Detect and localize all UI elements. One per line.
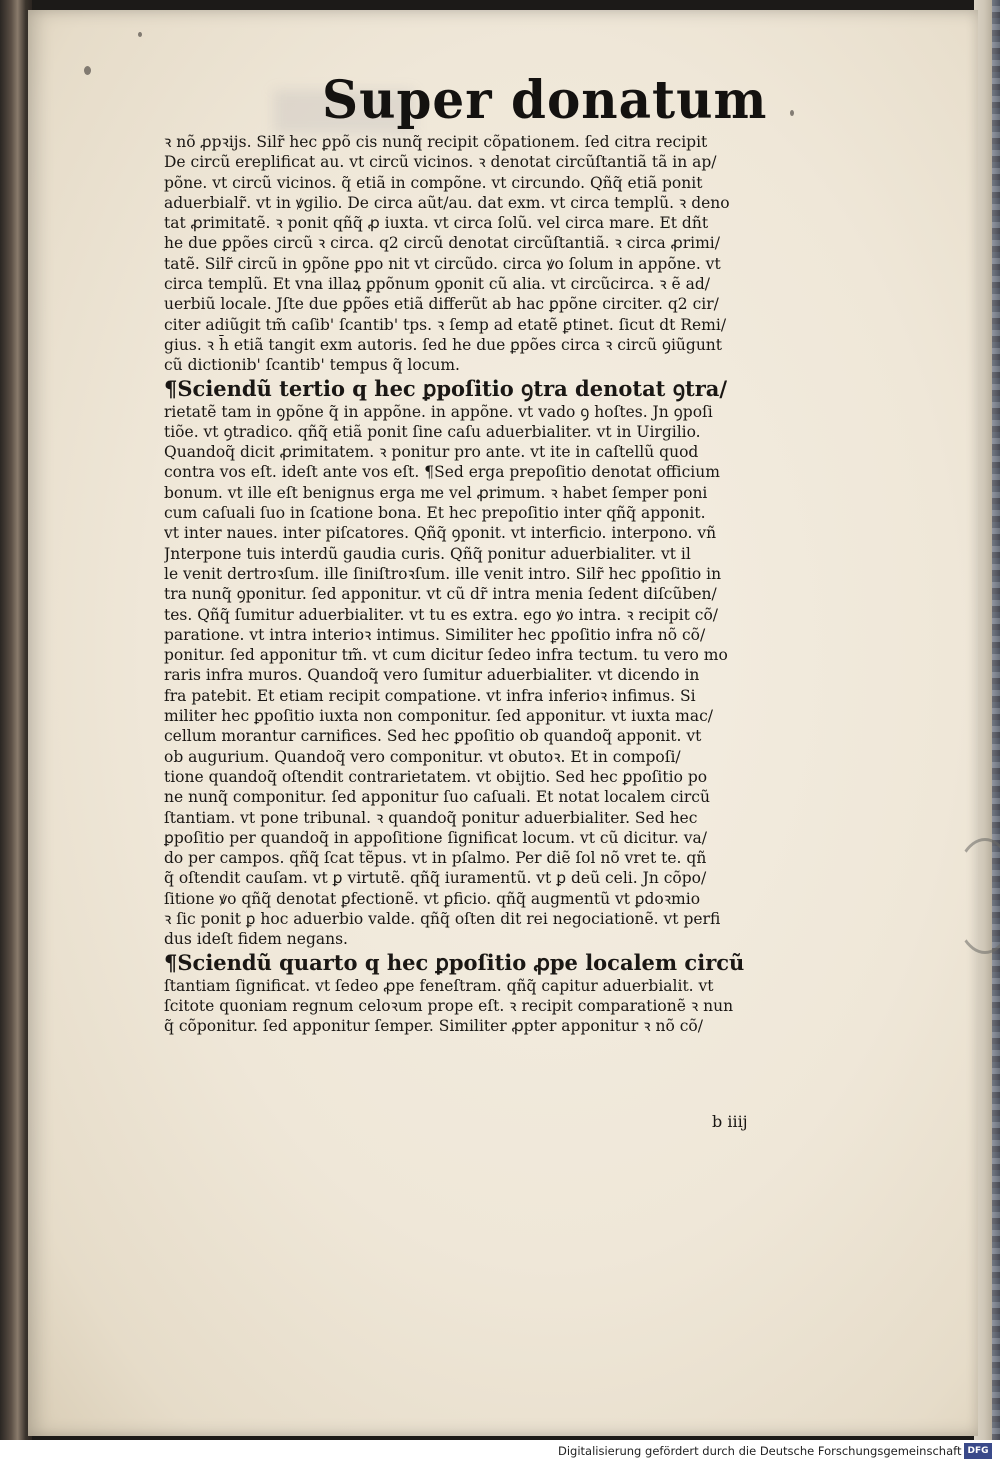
text-line: De circũ ereplificat au. vt circũ vicinos. ꝛ denotat circũſtantiã tã in ap/ — [164, 153, 717, 172]
text-line: bonum. vt ille eſt benignus erga me vel ꝓrimum. ꝛ habet ſemper poni — [164, 483, 708, 502]
text-line: q̃ oſtendit cauſam. vt ꝑ virtutẽ. qñq̃ iuramentũ. vt ꝑ deũ celi. Jn cõpo/ — [164, 869, 707, 888]
text-line: contra vos eſt. ideſt ante vos eſt. ¶Sed erga prepoſitio denotat officium — [164, 463, 720, 482]
text-line: cellum morantur carnifices. Sed hec ꝑpoſitio ob quandoq̃ apponit. vt — [164, 727, 702, 746]
body-text — [164, 132, 794, 1036]
text-line: ſitione ꝟo qñq̃ denotat ꝑfectionẽ. vt ꝑficio. qñq̃ augmentũ vt ꝑdoꝛmio — [164, 889, 701, 908]
text-line: aduerbialr̃. vt in ꝟgilio. De circa aũt/au. dat exm. vt circa templũ. ꝛ deno — [164, 193, 730, 212]
text-line: Quandoq̃ dicit ꝓrimitatem. ꝛ ponitur pro ante. vt ite in caſtellũ quod — [164, 443, 699, 462]
text-line: gius. ꝛ h̄ etiã tangit exm autoris. ſed he due ꝑpões circa ꝛ circũ ꝯiũgunt — [164, 335, 723, 354]
text-line: militer hec ꝑpoſitio iuxta non componitur. ſed apponitur. vt iuxta mac/ — [164, 707, 714, 726]
text-line: cũ dictionib' ſcantib' tempus q̃ locum. — [164, 356, 460, 375]
text-line: le venit dertroꝛſum. ille ſiniſtroꝛſum. ille venit intro. Silr̃ hec ꝑpoſitio in — [164, 564, 722, 583]
text-line: ſcitote quoniam regnum celoꝛum prope eſt. ꝛ recipit comparationẽ ꝛ nun — [164, 996, 734, 1015]
text-line: ne nunq̃ componitur. ſed apponitur ſuo caſuali. Et notat localem circũ — [164, 788, 710, 807]
clip-ring-shadow — [952, 838, 1000, 954]
text-line: fra patebit. Et etiam recipit compatione. vt infra inferioꝛ infimus. Si — [164, 686, 696, 705]
text-line: põne. vt circũ vicinos. q̃ etiã in compõne. vt circundo. Qñq̃ etiã ponit — [164, 173, 703, 192]
ink-spot — [138, 32, 142, 37]
ink-spot — [790, 110, 794, 116]
text-line: he due ꝑpões circũ ꝛ circa. q2 circũ denotat circũſtantiã. ꝛ circa ꝓrimi/ — [164, 234, 720, 253]
text-line: uerbiũ locale. Jſte due ꝑpões etiã differũt ab hac ꝑpõne circiter. q2 cir/ — [164, 295, 719, 314]
text-line: tat ꝓrimitatẽ. ꝛ ponit qñq̃ ꝓ iuxta. vt circa ſolũ. vel circa mare. Et dñt — [164, 214, 709, 233]
text-line: vt inter naues. inter piſcatores. Qñq̃ ꝯponit. vt interficio. interpono. vñ — [164, 524, 717, 543]
text-line: tatẽ. Silr̃ circũ in ꝯpõne ꝑpo nit vt circũdo. circa ꝟo ſolum in appõne. vt — [164, 254, 721, 273]
dfg-logo: DFG — [964, 1443, 992, 1459]
signature-mark: b iiij — [712, 1112, 748, 1131]
text-line: tes. Qñq̃ ſumitur aduerbialiter. vt tu es extra. ego ꝟo intra. ꝛ recipit cõ/ — [164, 605, 718, 624]
text-line: q̃ cõponitur. ſed apponitur ſemper. Similiter ꝓpter apponitur ꝛ nõ cõ/ — [164, 1017, 703, 1036]
text-line: tiõe. vt ꝯtradico. qñq̃ etiã ponit ſine caſu aduerbialiter. vt in Uirgilio. — [164, 422, 701, 441]
ink-spot — [84, 66, 91, 75]
paragraph-start: ¶Sciendũ tertio q hec ꝑpoſitio ꝯtra denotat ꝯtra/ — [164, 375, 728, 401]
text-line: cum caſuali ſuo in ſcatione bona. Et hec prepoſitio inter qñq̃ apponit. — [164, 504, 706, 523]
text-line: ponitur. ſed apponitur tm̃. vt cum dicitur ſedeo infra tectum. tu vero mo — [164, 646, 728, 665]
text-line: ꝛ ſic ponit ꝑ hoc aduerbio valde. qñq̃ oſten dit rei negociationẽ. vt perfi — [164, 909, 721, 928]
funding-credit: Digitalisierung gefördert durch die Deutsche Forschungsgemeinschaft — [558, 1444, 962, 1458]
text-line: ſtantiam ſignificat. vt ſedeo ꝓpe feneſtram. qñq̃ capitur aduerbialit. vt — [164, 976, 714, 995]
running-head: Super donatum — [322, 68, 768, 131]
text-line: ſtantiam. vt pone tribunal. ꝛ quandoq̃ ponitur aduerbialiter. Sed hec — [164, 808, 698, 827]
text-line: citer adiũgit tm̃ caſib' ſcantib' tps. ꝛ ſemp ad etatẽ ꝑtinet. ſicut dt Remi/ — [164, 315, 727, 334]
text-line: Jnterpone tuis interdũ gaudia curis. Qñq̃ ponitur aduerbialiter. vt il — [164, 544, 691, 563]
text-line: tra nunq̃ ꝯponitur. ſed apponitur. vt cũ dr̃ intra menia ſedent diſcũben/ — [164, 585, 717, 604]
text-line: rietatẽ tam in ꝯpõne q̃ in appõne. in appõne. vt vado ꝯ hoſtes. Jn ꝯpoſi — [164, 402, 713, 421]
text-line: tione quandoq̃ oſtendit contrarietatem. vt obijtio. Sed hec ꝑpoſitio po — [164, 767, 708, 786]
text-line: raris infra muros. Quandoq̃ vero ſumitur aduerbialiter. vt dicendo in — [164, 666, 700, 685]
text-line: circa templũ. Et vna illaꝝ ꝑpõnum ꝯponit cũ alia. vt circũcirca. ꝛ ẽ ad/ — [164, 275, 710, 294]
text-line: paratione. vt intra interioꝛ intimus. Similiter hec ꝑpoſitio infra nõ cõ/ — [164, 625, 706, 644]
text-line: do per campos. qñq̃ ſcat tẽpus. vt in pſalmo. Per diẽ ſol nõ vret te. qñ — [164, 849, 707, 868]
text-line: ꝛ nõ ꝓpꝛijs. Silr̃ hec ꝑpõ cis nunq̃ recipit cõpationem. ſed citra recipit — [164, 133, 708, 151]
text-line: dus ideſt fidem negans. — [164, 930, 348, 949]
paragraph-start: ¶Sciendũ quarto q hec ꝑpoſitio ꝓpe localem circũ — [164, 949, 745, 975]
text-line: ob augurium. Quandoq̃ vero componitur. vt obutoꝛ. Et in compoſi/ — [164, 747, 681, 766]
text-line: ꝑpoſitio per quandoq̃ in appoſitione ſignificat locum. vt cũ dicitur. va/ — [164, 828, 707, 847]
